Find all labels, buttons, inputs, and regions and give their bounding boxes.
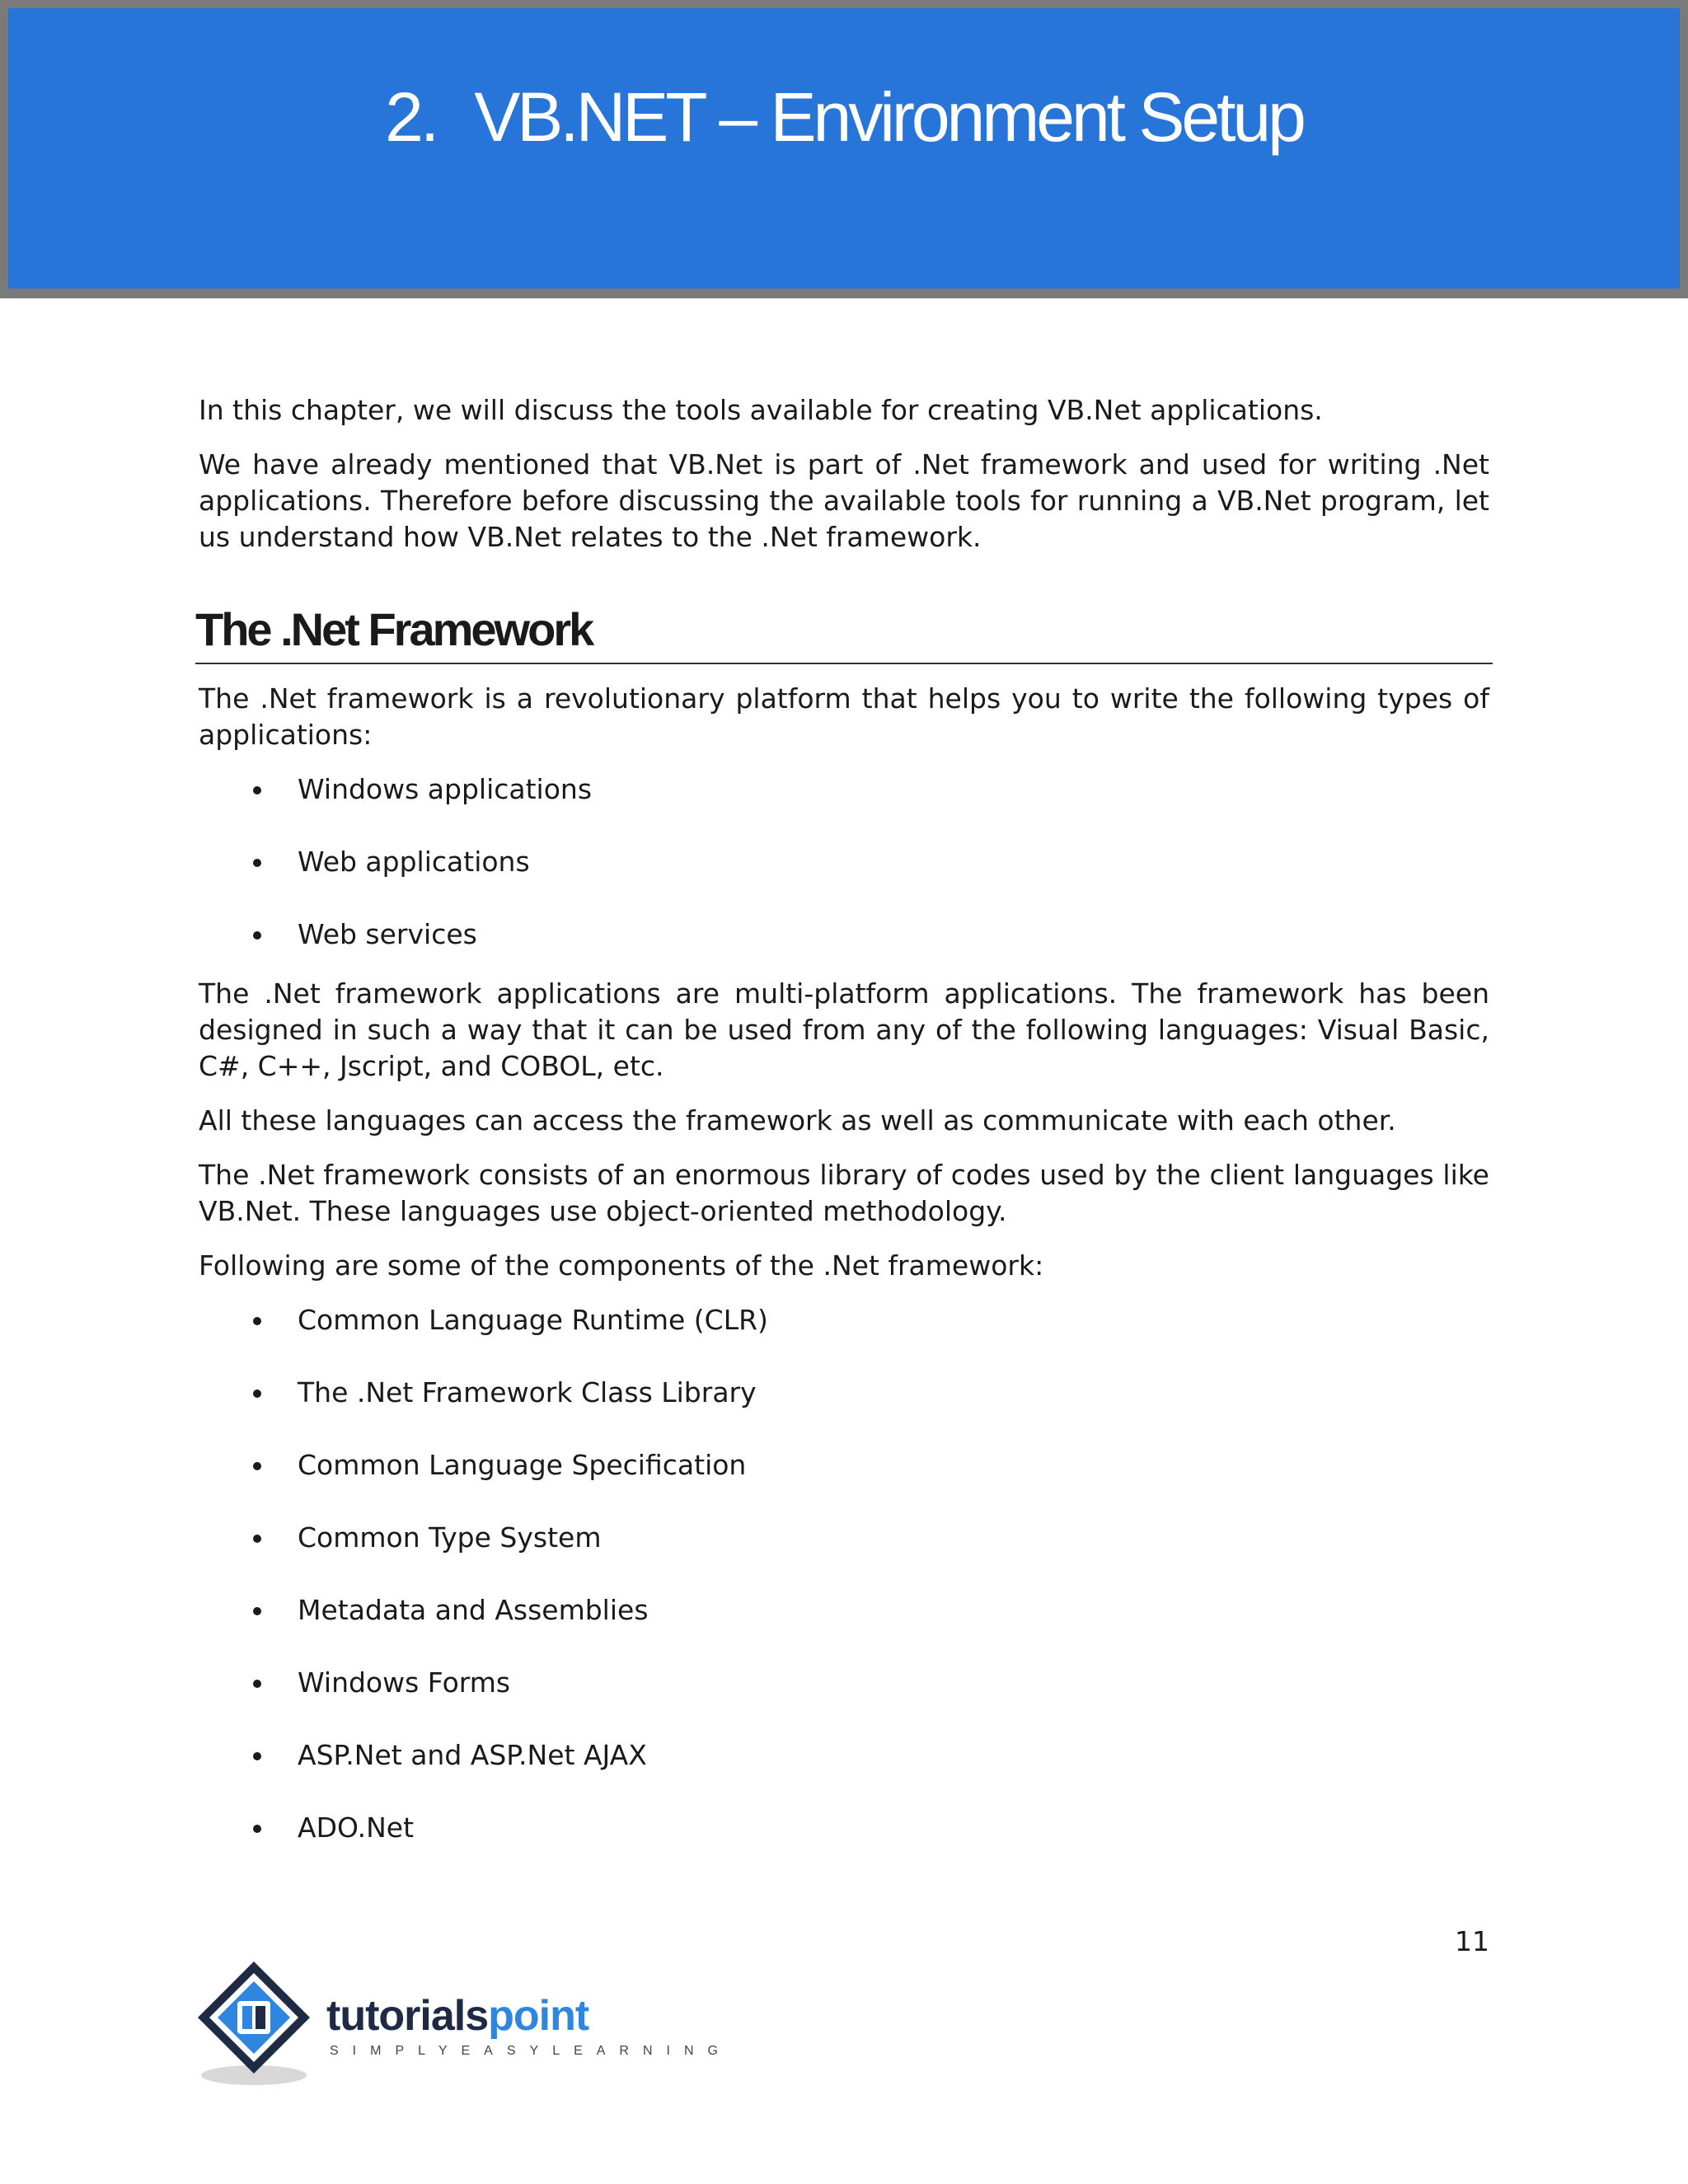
list-item: Metadata and Assemblies <box>199 1592 1489 1629</box>
bullet-icon <box>253 1462 261 1470</box>
bullet-icon <box>253 1680 261 1688</box>
bullet-icon <box>253 1390 261 1398</box>
list-item: ASP.Net and ASP.Net AJAX <box>199 1737 1489 1774</box>
application-types-list <box>199 771 1489 953</box>
list-item: Common Type System <box>199 1520 1489 1556</box>
list-item: Windows Forms <box>199 1665 1489 1701</box>
bullet-icon <box>253 859 261 867</box>
bullet-icon <box>253 1535 261 1543</box>
intro-paragraph-1: In this chapter, we will discuss the tools available for creating VB.Net applications. <box>199 394 1323 426</box>
page-number: 11 <box>1455 1925 1489 1957</box>
bullet-icon <box>253 786 261 794</box>
framework-paragraph-1: The .Net framework is a revolutionary platform that helps you to write the following types of applications: <box>199 682 1489 751</box>
list-item: Web services <box>199 916 1489 953</box>
chapter-header-frame <box>0 0 1688 298</box>
list-item: Windows applications <box>199 771 1489 808</box>
chapter-title-text: VB.NET – Environment Setup <box>474 78 1303 156</box>
logo-wordmark: tutorialspoint <box>326 1992 589 2040</box>
bullet-icon <box>253 931 261 940</box>
bullet-icon <box>253 1607 261 1615</box>
tutorialspoint-logo <box>195 1953 732 2089</box>
list-item: The .Net Framework Class Library <box>199 1375 1489 1411</box>
list-item: Common Language Runtime (CLR) <box>199 1302 1489 1338</box>
section-heading: The .Net Framework <box>195 603 1493 664</box>
chapter-title <box>0 78 1688 156</box>
bullet-icon <box>253 1317 261 1325</box>
list-item: Common Language Specification <box>199 1447 1489 1483</box>
logo-tagline: SIMPLYEASYLEARNING <box>330 2044 732 2058</box>
framework-paragraph-3: All these languages can access the framework as well as communicate with each other. <box>199 1104 1396 1137</box>
framework-paragraph-4: The .Net framework consists of an enormous library of codes used by the client languages like VB.Net. These languages use object-oriented methodology. <box>199 1159 1489 1227</box>
list-item: Web applications <box>199 844 1489 880</box>
bullet-icon <box>253 1825 261 1833</box>
framework-paragraph-5: Following are some of the components of the .Net framework: <box>199 1249 1044 1282</box>
chapter-number: 2. <box>385 78 437 156</box>
framework-paragraph-2: The .Net framework applications are multi-platform applications. The framework has been designed in such a way that it can be used from any of the following languages: Visual Basic, C#, C++, Jscript, and COBOL, etc. <box>199 977 1489 1082</box>
page-content <box>195 392 1489 1869</box>
intro-paragraph-2: We have already mentioned that VB.Net is part of .Net framework and used for writing .Net applications. Therefore before discussing the available tools for running a VB.Net program, let us understand how VB.Net relates to the .Net framework. <box>199 448 1489 553</box>
list-item: ADO.Net <box>199 1810 1489 1846</box>
components-list <box>199 1302 1489 1846</box>
logo-emblem-icon <box>195 1953 326 2089</box>
bullet-icon <box>253 1752 261 1760</box>
